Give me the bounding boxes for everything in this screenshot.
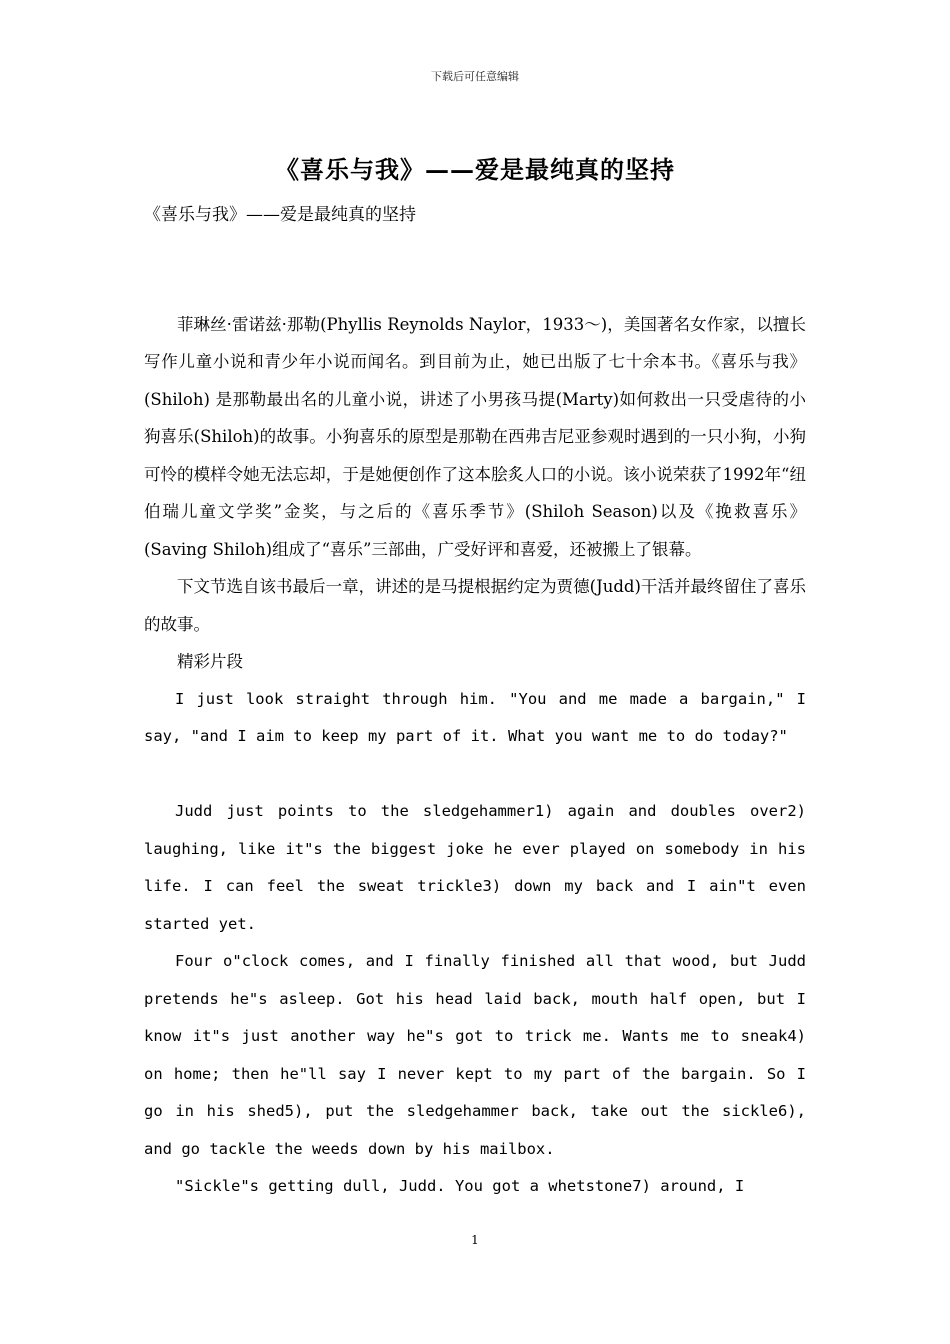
excerpt-paragraph: "Sickle"s getting dull, Judd. You got a whetstone7) around, I	[175, 1177, 745, 1195]
blank-line	[144, 268, 806, 306]
page-number: 1	[471, 1233, 479, 1247]
intro-paragraph: 下文节选自该书最后一章，讲述的是马提根据约定为贾德(Judd)干活并最终留住了喜乐的故事。	[144, 577, 806, 634]
excerpt-paragraph: Four o"clock comes, and I finally finished all that wood, but Judd pretends he"s asleep. Got his head laid back, mouth half open, but I know it"s just another way he"s got to trick me. Wants me to sneak4) on home; then he"ll say I never kept to my part of the bargain. So I go in his shed5), put the sledgehammer back, take out the sickle6), and go tackle the weeds down by his mailbox.	[144, 952, 806, 1158]
excerpt-paragraph: Judd just points to the sledgehammer1) again and doubles over2) laughing, like it"s the biggest joke he ever played on somebody in his life. I can feel the sweat trickle3) down my back and I ain"t even started yet.	[144, 802, 806, 933]
page-header-note: 下载后可任意编辑	[431, 70, 519, 83]
section-label: 精彩片段	[177, 652, 243, 671]
document-title: 《喜乐与我》——爱是最纯真的坚持	[275, 155, 675, 184]
intro-paragraph: 菲琳丝·雷诺兹·那勒(Phyllis Reynolds Naylor，1933～)，美国著名女作家，以擅长写作儿童小说和青少年小说而闻名。到目前为止，她已出版了七十余本书。《喜乐与我》(Shiloh) 是那勒最出名的儿童小说，讲述了小男孩马提(Marty)如何救出一只受虐待的小狗喜乐(Shiloh)的故事。小狗喜乐的原型是那勒在西弗吉尼亚参观时遇到的一只小狗，小狗可怜的模样令她无法忘却，于是她便创作了这本脍炙人口的小说。该小说荣获了1992年“纽伯瑞儿童文学奖”金奖，与之后的《喜乐季节》(Shiloh Season)以及《挽救喜乐》(Saving Shiloh)组成了“喜乐”三部曲，广受好评和喜爱，还被搬上了银幕。	[144, 314, 806, 559]
document-subtitle: 《喜乐与我》——爱是最纯真的坚持	[144, 205, 416, 225]
document-body	[144, 268, 806, 1206]
excerpt-paragraph: I just look straight through him. "You and me made a bargain," I say, "and I aim to keep my part of it. What you want me to do today?"	[144, 689, 806, 745]
blank-line	[144, 756, 806, 794]
